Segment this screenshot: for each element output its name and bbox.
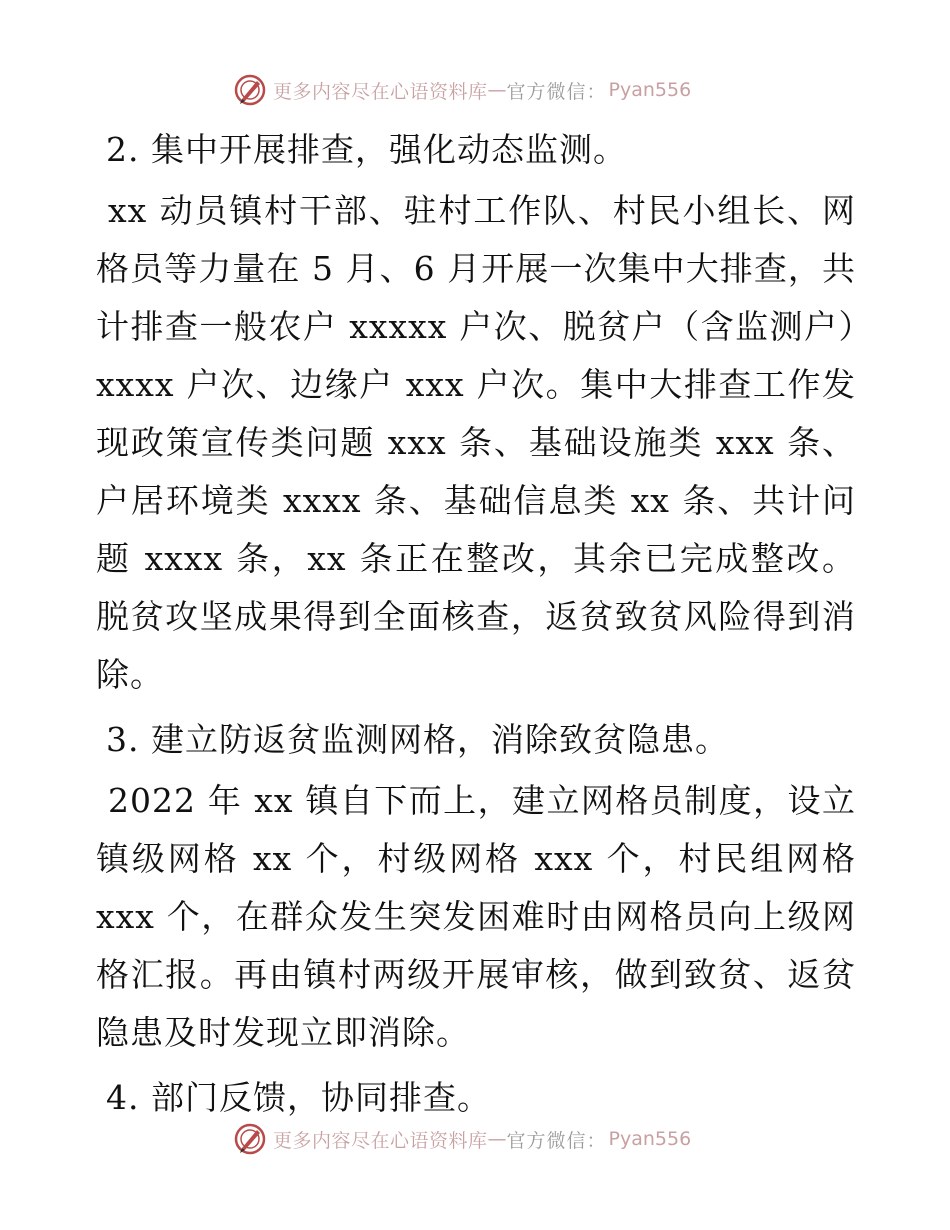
watermark-footer xyxy=(233,1121,691,1157)
watermark-official-text: 官方微信： xyxy=(506,1129,607,1152)
section-heading-2: 2. 集中开展排查，强化动态监测。 xyxy=(106,130,627,169)
watermark-site-text: 更多内容尽在心语资料库 xyxy=(273,80,488,103)
watermark-official-text: 官方微信： xyxy=(506,80,607,103)
paragraph-2: xx 动员镇村干部、驻村工作队、村民小组长、网格员等力量在 5 月、6 月开展一次集中大排查，共计排查一般农户 xxxxx 户次、脱贫户（含监测户）xxxx 户次、边缘户 xxx 户次。集中大排查工作发现政策宣传类问题 xxx 条、基础设施类 xxx 条、户居环境类 xxxx 条、基础信息类 xx 条、共计问题 xxxx 条，xx 条正在整改，其余已完成整改。脱贫攻坚成果得到全面核查，返贫致贫风险得到消除。 xyxy=(96,191,856,694)
document-body xyxy=(96,122,856,1130)
watermark-dash: — xyxy=(487,1128,507,1150)
pen-logo-icon xyxy=(233,73,267,107)
paragraph-3: 2022 年 xx 镇自下而上，建立网格员制度，设立镇级网格 xx 个，村级网格 xxx 个，村民组网格 xxx 个，在群众发生突发困难时由网格员向上级网格汇报。再由镇村两级开展审核，做到致贫、返贫隐患及时发现立即消除。 xyxy=(96,781,856,1052)
watermark-dash: — xyxy=(487,79,507,101)
watermark-wechat-id: Pyan556 xyxy=(608,79,692,101)
pen-logo-icon xyxy=(233,1122,267,1156)
section-heading-3: 3. 建立防返贫监测网格，消除致贫隐患。 xyxy=(106,720,729,759)
section-heading-4: 4. 部门反馈，协同排查。 xyxy=(106,1078,491,1117)
watermark-wechat-id: Pyan556 xyxy=(608,1128,692,1150)
watermark-site-text: 更多内容尽在心语资料库 xyxy=(273,1129,488,1152)
watermark-header xyxy=(233,72,691,108)
